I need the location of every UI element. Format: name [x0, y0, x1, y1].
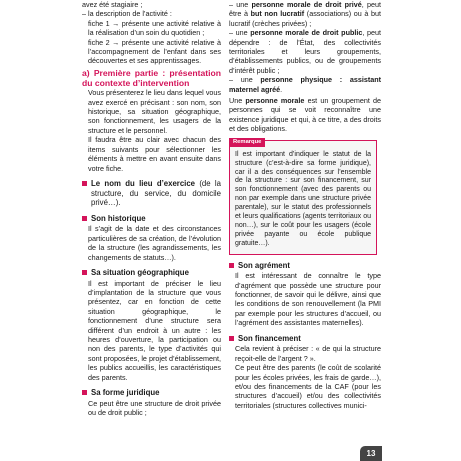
right-column [229, 0, 381, 410]
paragraph: Vous présenterez le lieu dans lequel vous avez exercé en précisant : son nom, son historique, sa situation géographique, son fonctionnement, les usagers de la structure et le personnel. [88, 88, 221, 135]
paragraph: Ce peut être des parents (le coût de scolarité pour les écoles privées, les frais de garde…), et/ou des financements de la CAF (pour les structures d’accueil) et/ou des collectivités territoriales (structures collectives munici- [235, 363, 381, 410]
square-bullet-icon [82, 270, 87, 275]
paragraph: Il est intéressant de connaître le type d’agrément que possède une structure pour fonctionner, de savoir qui le délivre, ainsi que les conditions de son renouvellement (la PMI par exemple pour les structures d’accueil, ou l’agrément des assistantes maternelles). [235, 271, 381, 328]
paragraph: Ce peut être une structure de droit privée ou de droit public ; [88, 398, 221, 417]
list-item: – une personne morale de droit public, peut dépendre : de l’État, des collectivités territoriales et leurs groupements, d’établissements publics, ou de groupements d’intérêt public ; [229, 28, 381, 75]
square-bullet-icon [229, 336, 234, 341]
remark-label: Remarque [229, 138, 265, 147]
paragraph: Il est important de préciser le lieu d’implantation de la structure que vous présentez, car en fonction de cette situation géographique, le fonctionnement d’une structure sera différent d’un endroit à un autre : les heures d’ouverture, la participation ou non des parents, le type d’activités qui sont proposées, le projet d’établissement, les publics accueillis, les caractéristiques des parents. [88, 278, 221, 382]
square-bullet-icon [82, 390, 87, 395]
square-bullet-icon [82, 181, 87, 186]
text-line: avez été stagiaire ; [82, 0, 143, 9]
list-item: fiche 2 → présente une activité relative à l’accompagnement de l’enfant dans ses découvertes et ses apprentissages. [88, 37, 221, 66]
remark-box [229, 140, 377, 255]
section-heading [82, 388, 221, 398]
paragraph: Cela revient à préciser : « de qui la structure reçoit-elle de l’argent ? ». [235, 344, 381, 363]
section-heading-label: Son financement [238, 333, 301, 343]
square-bullet-icon [229, 263, 234, 268]
left-column [82, 0, 221, 417]
paragraph: Il faudra être au clair avec chacun des items suivants pour sélectionner les éléments à mettre en avant ensuite dans votre fiche. [88, 135, 221, 173]
section-heading [229, 261, 381, 271]
paragraph: Une personne morale est un groupement de personnes qui se voit reconnaître une existence juridique et qui, à ce titre, a des droits et des obligations. [229, 96, 381, 134]
list-item: – une personne morale de droit privé, peut être à but non lucratif (associations) ou à but lucratif (crèches privées) ; [229, 0, 382, 28]
section-heading [82, 179, 221, 208]
section-heading [82, 268, 221, 278]
section-heading [229, 334, 381, 344]
section-heading-label: Sa forme juridique [91, 387, 160, 397]
section-heading-label: Son historique [91, 213, 146, 223]
section-heading-label: Le nom du lieu d’exercice [91, 178, 195, 188]
section-heading-label: Son agrément [238, 260, 290, 270]
remark-text: Il est important d’indiquer le statut de la structure (c’est-à-dire sa forme juridique), car il a des conséquences sur l’ensemble de la structure : sur son financement, sur son fonctionnement (avec des parents ou non par exemple dans une structure privée parentale), sur le statut des professionnels et leurs qualifications (agents territoriaux ou non…), sur le coût pour les usagers (école privée payante ou école publique gratuite…). [235, 150, 371, 247]
page-number: 13 [360, 446, 382, 461]
section-heading [82, 214, 221, 224]
part-title: a) Première partie : présentation du contexte d’intervention [82, 67, 221, 89]
section-heading-label: Sa situation géographique [91, 267, 189, 277]
section-heading-detail: (de la structure, du service, du domicile privé…). [91, 178, 222, 208]
text-line: – la description de l’activité : [82, 9, 172, 19]
paragraph: Il s’agit de la date et des circonstances particulières de sa création, de l’évolution de la structure (les agrandissements, les changements de statuts…). [88, 224, 221, 262]
list-item: – une personne physique : assistant maternel agréé. [229, 75, 382, 94]
square-bullet-icon [82, 216, 87, 221]
list-item: fiche 1 → présente une activité relative à la réalisation d’un soin du quotidien ; [88, 18, 221, 38]
